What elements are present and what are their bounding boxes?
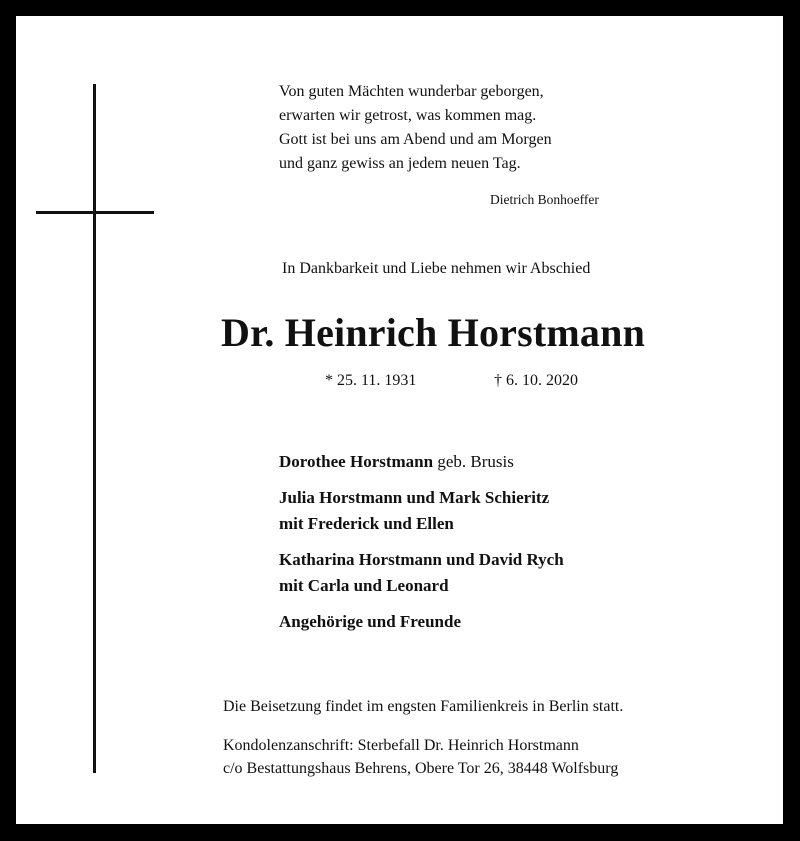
- family-1-line-1: Julia Horstmann und Mark Schieritz: [279, 488, 550, 507]
- poem-line: Von guten Mächten wunderbar geborgen,: [279, 83, 544, 100]
- cross-icon-horizontal: [36, 211, 154, 214]
- mourner-others: Angehörige und Freunde: [279, 612, 461, 631]
- spouse-name: Dorothee Horstmann: [279, 452, 434, 471]
- mourners-list: [279, 449, 564, 645]
- mourner-family-2: [279, 547, 564, 599]
- family-1-line-2: mit Frederick und Ellen: [279, 514, 454, 533]
- burial-notice: Die Beisetzung findet im engsten Familienkreis in Berlin statt.: [223, 698, 624, 715]
- family-2-line-2: mit Carla und Leonard: [279, 576, 449, 595]
- spouse-maiden-name: geb. Brusis: [433, 452, 514, 471]
- cross-icon-vertical: [93, 84, 96, 773]
- poem-line: und ganz gewiss an jedem neuen Tag.: [279, 155, 521, 172]
- mourner-family-1: [279, 485, 564, 537]
- poem-line: erwarten wir getrost, was kommen mag.: [279, 107, 537, 124]
- family-2-line-1: Katharina Horstmann und David Rych: [279, 550, 564, 569]
- death-date: † 6. 10. 2020: [494, 372, 578, 389]
- birth-date: * 25. 11. 1931: [325, 372, 417, 389]
- condolence-line-1: Kondolenzanschrift: Sterbefall Dr. Heinrich Horstmann: [223, 737, 579, 754]
- poem: [279, 80, 552, 176]
- poem-author: Dietrich Bonhoeffer: [490, 192, 599, 207]
- mourner-spouse: [279, 449, 564, 475]
- obituary-card: [16, 16, 783, 824]
- poem-line: Gott ist bei uns am Abend und am Morgen: [279, 131, 552, 148]
- condolence-address: [223, 734, 618, 780]
- condolence-line-2: c/o Bestattungshaus Behrens, Obere Tor 26, 38448 Wolfsburg: [223, 760, 619, 777]
- farewell-text: In Dankbarkeit und Liebe nehmen wir Abschied: [282, 260, 591, 277]
- deceased-name: Dr. Heinrich Horstmann: [221, 310, 646, 355]
